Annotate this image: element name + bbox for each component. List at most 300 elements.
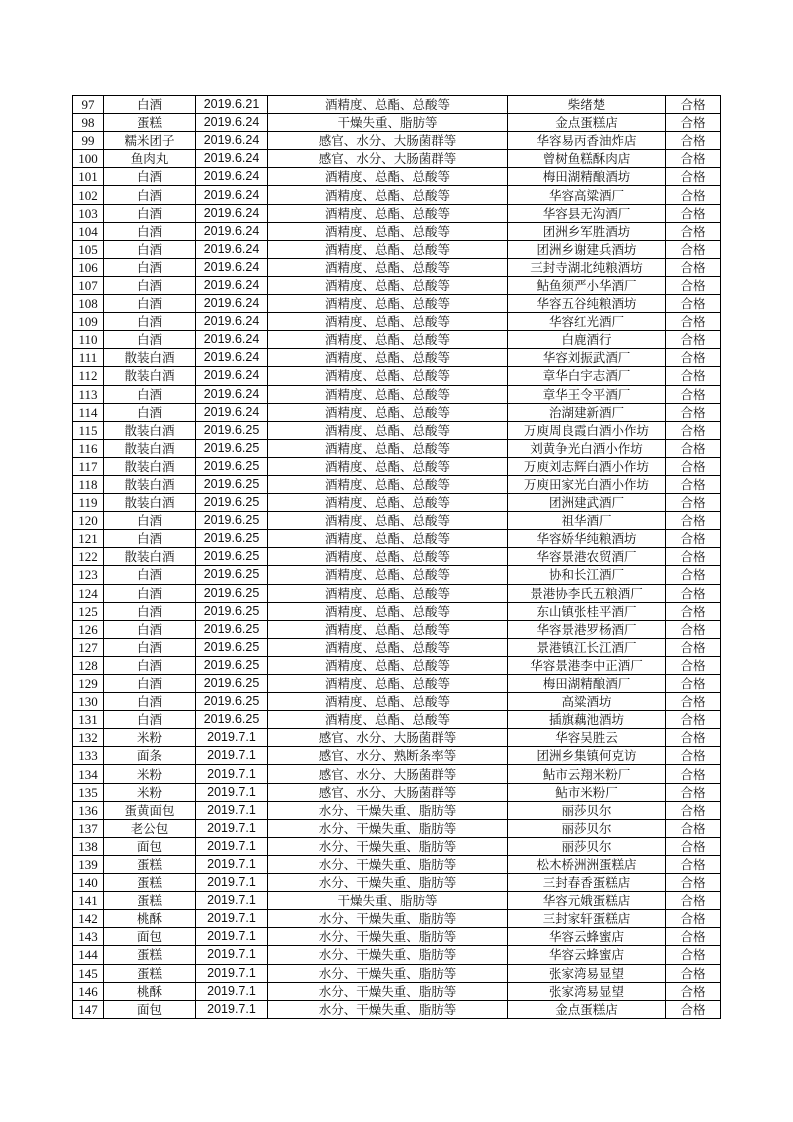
product-name-cell: 桃酥 (104, 910, 196, 928)
sampling-date-cell: 2019.6.24 (196, 331, 268, 349)
row-number-cell: 130 (73, 693, 104, 711)
test-items-cell: 水分、干燥失重、脂肪等 (268, 964, 508, 982)
sampling-date-cell: 2019.6.21 (196, 96, 268, 114)
row-number-cell: 109 (73, 313, 104, 331)
table-row (73, 548, 721, 566)
producer-cell: 张家湾易显望 (508, 964, 666, 982)
test-items-cell: 水分、干燥失重、脂肪等 (268, 1000, 508, 1018)
sampling-date-cell: 2019.7.1 (196, 982, 268, 1000)
row-number-cell: 104 (73, 222, 104, 240)
product-name-cell: 白酒 (104, 675, 196, 693)
row-number-cell: 114 (73, 403, 104, 421)
row-number-cell: 119 (73, 494, 104, 512)
table-row (73, 313, 721, 331)
table-row (73, 439, 721, 457)
producer-cell: 华容景港农贸酒厂 (508, 548, 666, 566)
table-row (73, 711, 721, 729)
sampling-date-cell: 2019.6.24 (196, 132, 268, 150)
producer-cell: 华容云蜂蜜店 (508, 946, 666, 964)
producer-cell: 刘黄争光白酒小作坊 (508, 439, 666, 457)
table-row (73, 783, 721, 801)
table-row (73, 874, 721, 892)
product-name-cell: 白酒 (104, 530, 196, 548)
result-cell: 合格 (666, 855, 721, 873)
row-number-cell: 116 (73, 439, 104, 457)
table-row (73, 819, 721, 837)
producer-cell: 金点蛋糕店 (508, 1000, 666, 1018)
test-items-cell: 水分、干燥失重、脂肪等 (268, 819, 508, 837)
row-number-cell: 120 (73, 512, 104, 530)
sampling-date-cell: 2019.7.1 (196, 819, 268, 837)
sampling-date-cell: 2019.6.24 (196, 349, 268, 367)
sampling-date-cell: 2019.7.1 (196, 801, 268, 819)
result-cell: 合格 (666, 331, 721, 349)
product-name-cell: 面条 (104, 747, 196, 765)
test-items-cell: 酒精度、总酯、总酸等 (268, 548, 508, 566)
producer-cell: 华容吴胜云 (508, 729, 666, 747)
test-items-cell: 酒精度、总酯、总酸等 (268, 566, 508, 584)
sampling-date-cell: 2019.6.25 (196, 693, 268, 711)
test-items-cell: 水分、干燥失重、脂肪等 (268, 855, 508, 873)
row-number-cell: 128 (73, 656, 104, 674)
test-items-cell: 水分、干燥失重、脂肪等 (268, 874, 508, 892)
test-items-cell: 酒精度、总酯、总酸等 (268, 530, 508, 548)
row-number-cell: 123 (73, 566, 104, 584)
sampling-date-cell: 2019.6.25 (196, 494, 268, 512)
sampling-date-cell: 2019.7.1 (196, 765, 268, 783)
test-items-cell: 水分、干燥失重、脂肪等 (268, 928, 508, 946)
table-row (73, 168, 721, 186)
table-row (73, 747, 721, 765)
test-items-cell: 酒精度、总酯、总酸等 (268, 240, 508, 258)
result-cell: 合格 (666, 132, 721, 150)
result-cell: 合格 (666, 765, 721, 783)
row-number-cell: 143 (73, 928, 104, 946)
row-number-cell: 139 (73, 855, 104, 873)
result-cell: 合格 (666, 711, 721, 729)
row-number-cell: 124 (73, 584, 104, 602)
product-name-cell: 面包 (104, 928, 196, 946)
product-name-cell: 白酒 (104, 258, 196, 276)
row-number-cell: 121 (73, 530, 104, 548)
producer-cell: 鲇市云翔米粉厂 (508, 765, 666, 783)
product-name-cell: 白酒 (104, 638, 196, 656)
sampling-date-cell: 2019.6.25 (196, 475, 268, 493)
sampling-date-cell: 2019.6.25 (196, 584, 268, 602)
producer-cell: 曾树鱼糕酥肉店 (508, 150, 666, 168)
producer-cell: 华容景港李中正酒厂 (508, 656, 666, 674)
table-row (73, 114, 721, 132)
product-name-cell: 白酒 (104, 240, 196, 258)
table-row (73, 693, 721, 711)
table-row (73, 982, 721, 1000)
result-cell: 合格 (666, 964, 721, 982)
result-cell: 合格 (666, 385, 721, 403)
sampling-date-cell: 2019.6.25 (196, 638, 268, 656)
row-number-cell: 134 (73, 765, 104, 783)
result-cell: 合格 (666, 801, 721, 819)
result-cell: 合格 (666, 910, 721, 928)
test-items-cell: 酒精度、总酯、总酸等 (268, 494, 508, 512)
row-number-cell: 132 (73, 729, 104, 747)
row-number-cell: 117 (73, 457, 104, 475)
product-name-cell: 白酒 (104, 222, 196, 240)
row-number-cell: 127 (73, 638, 104, 656)
row-number-cell: 137 (73, 819, 104, 837)
table-row (73, 675, 721, 693)
result-cell: 合格 (666, 240, 721, 258)
row-number-cell: 125 (73, 602, 104, 620)
row-number-cell: 133 (73, 747, 104, 765)
result-cell: 合格 (666, 475, 721, 493)
producer-cell: 华容景港罗杨酒厂 (508, 620, 666, 638)
producer-cell: 华容刘振武酒厂 (508, 349, 666, 367)
producer-cell: 东山镇张桂平酒厂 (508, 602, 666, 620)
product-name-cell: 面包 (104, 1000, 196, 1018)
result-cell: 合格 (666, 548, 721, 566)
product-name-cell: 白酒 (104, 96, 196, 114)
table-row (73, 475, 721, 493)
table-row (73, 620, 721, 638)
result-cell: 合格 (666, 421, 721, 439)
test-items-cell: 酒精度、总酯、总酸等 (268, 584, 508, 602)
result-cell: 合格 (666, 114, 721, 132)
product-name-cell: 白酒 (104, 276, 196, 294)
product-name-cell: 白酒 (104, 693, 196, 711)
result-cell: 合格 (666, 512, 721, 530)
test-items-cell: 酒精度、总酯、总酸等 (268, 168, 508, 186)
product-name-cell: 散装白酒 (104, 494, 196, 512)
result-cell: 合格 (666, 276, 721, 294)
sampling-date-cell: 2019.6.25 (196, 566, 268, 584)
product-name-cell: 白酒 (104, 385, 196, 403)
result-cell: 合格 (666, 729, 721, 747)
table-row (73, 638, 721, 656)
result-cell: 合格 (666, 892, 721, 910)
test-items-cell: 酒精度、总酯、总酸等 (268, 620, 508, 638)
producer-cell: 华容五谷纯粮酒坊 (508, 295, 666, 313)
product-name-cell: 白酒 (104, 602, 196, 620)
result-cell: 合格 (666, 494, 721, 512)
row-number-cell: 115 (73, 421, 104, 439)
sampling-date-cell: 2019.6.25 (196, 675, 268, 693)
product-name-cell: 糯米团子 (104, 132, 196, 150)
test-items-cell: 酒精度、总酯、总酸等 (268, 711, 508, 729)
sampling-date-cell: 2019.7.1 (196, 837, 268, 855)
sampling-date-cell: 2019.7.1 (196, 964, 268, 982)
test-items-cell: 酒精度、总酯、总酸等 (268, 475, 508, 493)
product-name-cell: 蛋糕 (104, 855, 196, 873)
test-items-cell: 酒精度、总酯、总酸等 (268, 439, 508, 457)
table-row (73, 204, 721, 222)
producer-cell: 华容易丙香油炸店 (508, 132, 666, 150)
table-row (73, 132, 721, 150)
result-cell: 合格 (666, 258, 721, 276)
producer-cell: 华容红光酒厂 (508, 313, 666, 331)
test-items-cell: 酒精度、总酯、总酸等 (268, 403, 508, 421)
producer-cell: 团洲乡谢建兵酒坊 (508, 240, 666, 258)
product-name-cell: 老公包 (104, 819, 196, 837)
producer-cell: 团洲乡集镇何克访 (508, 747, 666, 765)
table-row (73, 240, 721, 258)
producer-cell: 团洲乡军胜酒坊 (508, 222, 666, 240)
test-items-cell: 酒精度、总酯、总酸等 (268, 693, 508, 711)
producer-cell: 华容娇华纯粮酒坊 (508, 530, 666, 548)
producer-cell: 华容元娥蛋糕店 (508, 892, 666, 910)
producer-cell: 丽莎贝尔 (508, 819, 666, 837)
result-cell: 合格 (666, 186, 721, 204)
row-number-cell: 138 (73, 837, 104, 855)
producer-cell: 华容云蜂蜜店 (508, 928, 666, 946)
test-items-cell: 酒精度、总酯、总酸等 (268, 638, 508, 656)
table-row (73, 512, 721, 530)
row-number-cell: 135 (73, 783, 104, 801)
table-body (73, 96, 721, 1019)
product-name-cell: 白酒 (104, 168, 196, 186)
result-cell: 合格 (666, 783, 721, 801)
test-items-cell: 水分、干燥失重、脂肪等 (268, 801, 508, 819)
sampling-date-cell: 2019.6.24 (196, 204, 268, 222)
row-number-cell: 112 (73, 367, 104, 385)
producer-cell: 鲇市米粉厂 (508, 783, 666, 801)
test-items-cell: 水分、干燥失重、脂肪等 (268, 837, 508, 855)
product-name-cell: 米粉 (104, 783, 196, 801)
table-row (73, 855, 721, 873)
sampling-date-cell: 2019.6.24 (196, 276, 268, 294)
producer-cell: 章华王令平酒厂 (508, 385, 666, 403)
test-items-cell: 干燥失重、脂肪等 (268, 892, 508, 910)
result-cell: 合格 (666, 204, 721, 222)
test-items-cell: 酒精度、总酯、总酸等 (268, 276, 508, 294)
product-name-cell: 散装白酒 (104, 349, 196, 367)
sampling-date-cell: 2019.6.24 (196, 240, 268, 258)
result-cell: 合格 (666, 747, 721, 765)
sampling-date-cell: 2019.6.24 (196, 258, 268, 276)
test-items-cell: 酒精度、总酯、总酸等 (268, 96, 508, 114)
table-row (73, 186, 721, 204)
test-items-cell: 感官、水分、大肠菌群等 (268, 150, 508, 168)
table-row (73, 946, 721, 964)
producer-cell: 三封家轩蛋糕店 (508, 910, 666, 928)
result-cell: 合格 (666, 457, 721, 475)
product-name-cell: 白酒 (104, 331, 196, 349)
table-row (73, 150, 721, 168)
sampling-date-cell: 2019.6.24 (196, 295, 268, 313)
test-items-cell: 酒精度、总酯、总酸等 (268, 349, 508, 367)
product-name-cell: 白酒 (104, 566, 196, 584)
producer-cell: 柴绪楚 (508, 96, 666, 114)
test-items-cell: 酒精度、总酯、总酸等 (268, 421, 508, 439)
row-number-cell: 140 (73, 874, 104, 892)
test-items-cell: 酒精度、总酯、总酸等 (268, 313, 508, 331)
sampling-date-cell: 2019.6.25 (196, 602, 268, 620)
product-name-cell: 白酒 (104, 512, 196, 530)
product-name-cell: 蛋糕 (104, 874, 196, 892)
result-cell: 合格 (666, 566, 721, 584)
producer-cell: 梅田湖精酿酒坊 (508, 168, 666, 186)
table-row (73, 494, 721, 512)
row-number-cell: 113 (73, 385, 104, 403)
product-name-cell: 散装白酒 (104, 421, 196, 439)
product-name-cell: 散装白酒 (104, 548, 196, 566)
producer-cell: 丽莎贝尔 (508, 837, 666, 855)
row-number-cell: 110 (73, 331, 104, 349)
table-row (73, 928, 721, 946)
test-items-cell: 感官、水分、大肠菌群等 (268, 132, 508, 150)
test-items-cell: 感官、水分、熟断条率等 (268, 747, 508, 765)
sampling-date-cell: 2019.6.25 (196, 512, 268, 530)
product-name-cell: 蛋糕 (104, 964, 196, 982)
sampling-date-cell: 2019.6.25 (196, 656, 268, 674)
row-number-cell: 103 (73, 204, 104, 222)
row-number-cell: 111 (73, 349, 104, 367)
test-items-cell: 酒精度、总酯、总酸等 (268, 367, 508, 385)
row-number-cell: 101 (73, 168, 104, 186)
table-row (73, 530, 721, 548)
result-cell: 合格 (666, 439, 721, 457)
sampling-date-cell: 2019.6.24 (196, 385, 268, 403)
sampling-date-cell: 2019.6.24 (196, 222, 268, 240)
product-name-cell: 白酒 (104, 620, 196, 638)
test-items-cell: 水分、干燥失重、脂肪等 (268, 946, 508, 964)
table-row (73, 276, 721, 294)
test-items-cell: 酒精度、总酯、总酸等 (268, 457, 508, 475)
producer-cell: 华容县无沟酒厂 (508, 204, 666, 222)
result-cell: 合格 (666, 1000, 721, 1018)
producer-cell: 景港镇江长江酒厂 (508, 638, 666, 656)
product-name-cell: 白酒 (104, 711, 196, 729)
product-name-cell: 白酒 (104, 186, 196, 204)
row-number-cell: 106 (73, 258, 104, 276)
result-cell: 合格 (666, 837, 721, 855)
table-row (73, 96, 721, 114)
table-row (73, 457, 721, 475)
result-cell: 合格 (666, 222, 721, 240)
sampling-date-cell: 2019.6.25 (196, 620, 268, 638)
producer-cell: 高粱酒坊 (508, 693, 666, 711)
result-cell: 合格 (666, 675, 721, 693)
producer-cell: 章华白宇志酒厂 (508, 367, 666, 385)
producer-cell: 协和长江酒厂 (508, 566, 666, 584)
inspection-results-table (72, 95, 721, 1019)
result-cell: 合格 (666, 295, 721, 313)
producer-cell: 张家湾易显望 (508, 982, 666, 1000)
product-name-cell: 散装白酒 (104, 475, 196, 493)
test-items-cell: 酒精度、总酯、总酸等 (268, 385, 508, 403)
result-cell: 合格 (666, 638, 721, 656)
row-number-cell: 147 (73, 1000, 104, 1018)
producer-cell: 松木桥洲洲蛋糕店 (508, 855, 666, 873)
row-number-cell: 105 (73, 240, 104, 258)
table-row (73, 566, 721, 584)
producer-cell: 金点蛋糕店 (508, 114, 666, 132)
producer-cell: 华容高粱酒厂 (508, 186, 666, 204)
row-number-cell: 126 (73, 620, 104, 638)
sampling-date-cell: 2019.7.1 (196, 729, 268, 747)
result-cell: 合格 (666, 946, 721, 964)
table-row (73, 765, 721, 783)
test-items-cell: 酒精度、总酯、总酸等 (268, 258, 508, 276)
sampling-date-cell: 2019.7.1 (196, 747, 268, 765)
row-number-cell: 145 (73, 964, 104, 982)
result-cell: 合格 (666, 349, 721, 367)
table-row (73, 656, 721, 674)
sampling-date-cell: 2019.7.1 (196, 910, 268, 928)
table-row (73, 331, 721, 349)
test-items-cell: 酒精度、总酯、总酸等 (268, 512, 508, 530)
producer-cell: 景港协李氏五粮酒厂 (508, 584, 666, 602)
row-number-cell: 129 (73, 675, 104, 693)
product-name-cell: 白酒 (104, 584, 196, 602)
result-cell: 合格 (666, 982, 721, 1000)
result-cell: 合格 (666, 367, 721, 385)
product-name-cell: 白酒 (104, 656, 196, 674)
row-number-cell: 131 (73, 711, 104, 729)
table-row (73, 801, 721, 819)
product-name-cell: 桃酥 (104, 982, 196, 1000)
row-number-cell: 97 (73, 96, 104, 114)
row-number-cell: 141 (73, 892, 104, 910)
result-cell: 合格 (666, 168, 721, 186)
sampling-date-cell: 2019.7.1 (196, 946, 268, 964)
result-cell: 合格 (666, 620, 721, 638)
result-cell: 合格 (666, 693, 721, 711)
product-name-cell: 散装白酒 (104, 439, 196, 457)
result-cell: 合格 (666, 928, 721, 946)
product-name-cell: 散装白酒 (104, 367, 196, 385)
result-cell: 合格 (666, 313, 721, 331)
table-row (73, 1000, 721, 1018)
test-items-cell: 酒精度、总酯、总酸等 (268, 186, 508, 204)
table-row (73, 584, 721, 602)
table-row (73, 964, 721, 982)
producer-cell: 万庾刘志辉白酒小作坊 (508, 457, 666, 475)
product-name-cell: 米粉 (104, 765, 196, 783)
sampling-date-cell: 2019.7.1 (196, 928, 268, 946)
producer-cell: 万庾周良霞白酒小作坊 (508, 421, 666, 439)
test-items-cell: 酒精度、总酯、总酸等 (268, 675, 508, 693)
sampling-date-cell: 2019.6.24 (196, 150, 268, 168)
table-row (73, 910, 721, 928)
sampling-date-cell: 2019.6.24 (196, 313, 268, 331)
sampling-date-cell: 2019.6.25 (196, 457, 268, 475)
sampling-date-cell: 2019.7.1 (196, 855, 268, 873)
product-name-cell: 蛋糕 (104, 114, 196, 132)
producer-cell: 三封春香蛋糕店 (508, 874, 666, 892)
result-cell: 合格 (666, 403, 721, 421)
row-number-cell: 118 (73, 475, 104, 493)
product-name-cell: 蛋糕 (104, 946, 196, 964)
table-row (73, 421, 721, 439)
product-name-cell: 散装白酒 (104, 457, 196, 475)
sampling-date-cell: 2019.6.24 (196, 114, 268, 132)
sampling-date-cell: 2019.6.25 (196, 530, 268, 548)
sampling-date-cell: 2019.6.25 (196, 439, 268, 457)
product-name-cell: 白酒 (104, 403, 196, 421)
row-number-cell: 98 (73, 114, 104, 132)
sampling-date-cell: 2019.6.24 (196, 367, 268, 385)
table-row (73, 222, 721, 240)
table-row (73, 837, 721, 855)
sampling-date-cell: 2019.6.24 (196, 168, 268, 186)
product-name-cell: 蛋糕 (104, 892, 196, 910)
test-items-cell: 水分、干燥失重、脂肪等 (268, 982, 508, 1000)
product-name-cell: 蛋黄面包 (104, 801, 196, 819)
sampling-date-cell: 2019.6.24 (196, 403, 268, 421)
result-cell: 合格 (666, 874, 721, 892)
row-number-cell: 142 (73, 910, 104, 928)
test-items-cell: 酒精度、总酯、总酸等 (268, 295, 508, 313)
